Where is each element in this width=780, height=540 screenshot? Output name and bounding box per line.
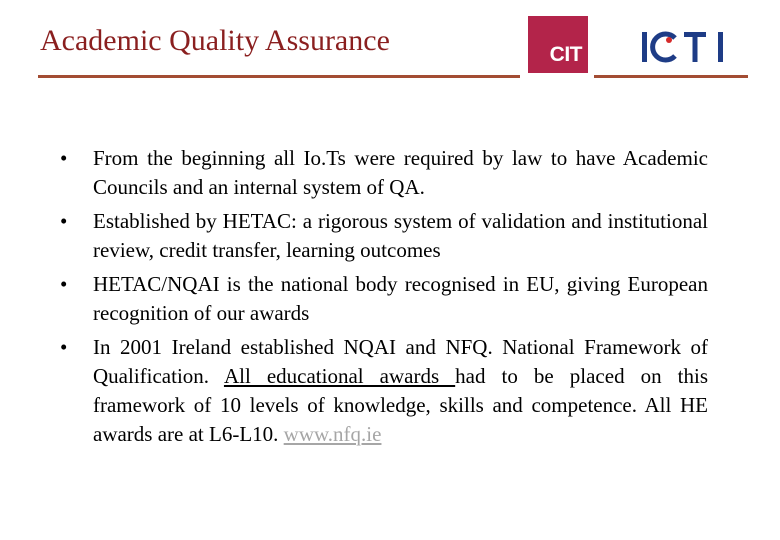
bullet-marker: • xyxy=(60,272,68,296)
bullet-text-part2: had to be placed on this framework of 10 levels of knowledge, skills and competence. All HE awards are at L6-L10. xyxy=(93,364,709,446)
ioti-letter-o xyxy=(653,34,675,60)
ioti-letter-i2 xyxy=(718,32,723,62)
bullet-item xyxy=(60,333,708,449)
bullet-text: Established by HETAC: a rigorous system of validation and institutional review, credit transfer, learning outcomes xyxy=(93,209,708,262)
cit-logo xyxy=(528,16,588,73)
bullet-text: HETAC/NQAI is the national body recognised in EU, giving European recognition of our awards xyxy=(93,272,708,325)
ioti-letter-i1 xyxy=(642,32,647,62)
slide-title: Academic Quality Assurance xyxy=(40,24,390,57)
ioti-red-dot xyxy=(666,37,672,43)
ioti-logo-mark xyxy=(640,26,730,68)
ioti-logo xyxy=(640,26,730,68)
bullet-marker: • xyxy=(60,146,68,170)
bullet-marker: • xyxy=(60,335,68,359)
bullet-text: From the beginning all Io.Ts were required by law to have Academic Councils and an internal system of QA. xyxy=(93,146,708,199)
cit-logo-text: CIT xyxy=(549,43,582,66)
bullet-marker: • xyxy=(60,209,68,233)
bullet-item xyxy=(60,144,708,202)
underlined-text: All educational awards xyxy=(223,364,456,388)
ioti-letter-t-stem xyxy=(693,32,698,62)
header-divider-left xyxy=(38,75,520,78)
bullet-list xyxy=(60,144,708,454)
bullet-item xyxy=(60,207,708,265)
nfq-link[interactable]: www.nfq.ie xyxy=(283,422,382,446)
bullet-text-part1: In 2001 Ireland established NQAI and NFQ. National Framework of Qualification. xyxy=(93,335,708,388)
bullet-item xyxy=(60,270,708,328)
header-divider-right xyxy=(594,75,748,78)
